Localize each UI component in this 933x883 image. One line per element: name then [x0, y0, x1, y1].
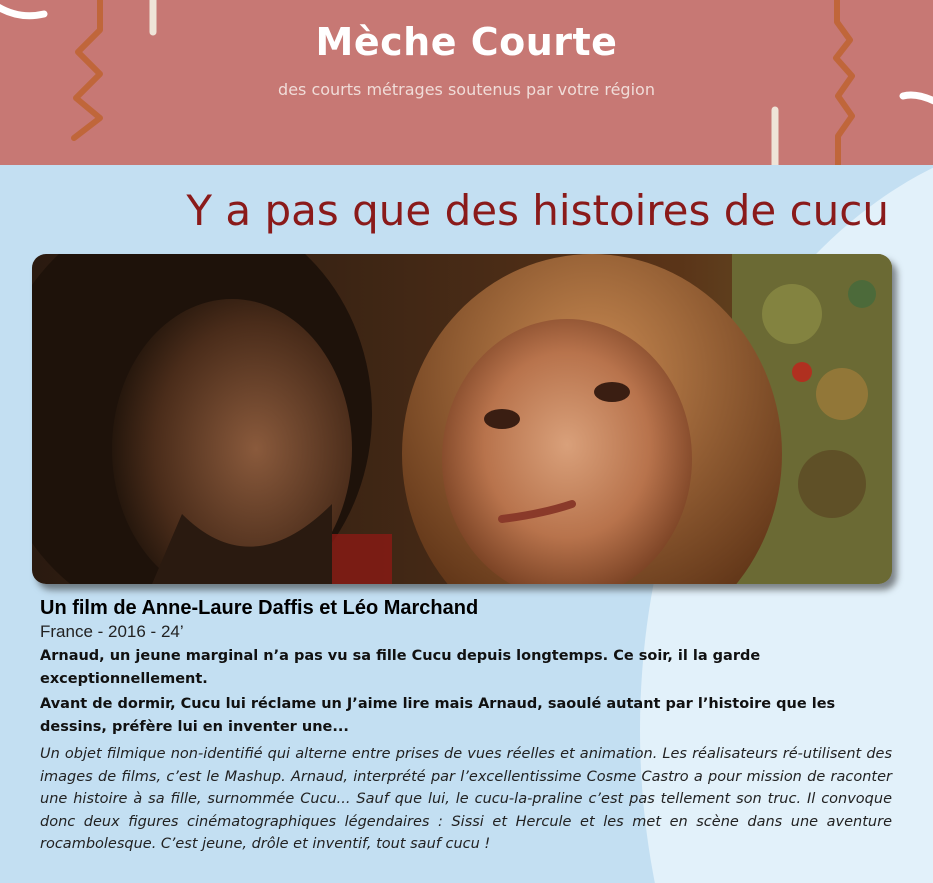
site-header [0, 0, 933, 165]
film-still-image [32, 254, 892, 584]
synopsis-paragraph: Avant de dormir, Cucu lui réclame un J’aime lire mais Arnaud, saoulé autant par l’histoire que les dessins, préfère lui en inventer une... [40, 696, 836, 735]
film-directors: Un film de Anne-Laure Daffis et Léo Marchand [40, 597, 479, 619]
film-review: Un objet filmique non-identifié qui alterne entre prises de vues réelles et animation. Les réalisateurs ré-utilisent des images de films, c’est le Mashup. Arnaud, interprété par l’excellentissime Cosme Castro a pour mission de raconter une histoire à sa fille, surnommée Cucu... Sauf que lui, le cucu-la-praline c’est pas tellement son truc. Il convoque donc deux figures cinématographiques légendaires : Sissi et Hercule et les met en scène dans une aventure rocambolesque. C’est jeune, drôle et inventif, tout sauf cucu ! [40, 746, 892, 852]
film-synopsis [40, 645, 900, 739]
site-title: Mèche Courte [315, 20, 618, 64]
film-meta: France - 2016 - 24’ [40, 622, 184, 641]
film-title: Y a pas que des histoires de cucu [186, 186, 889, 235]
synopsis-paragraph: Arnaud, un jeune marginal n’a pas vu sa fille Cucu depuis longtemps. Ce soir, il la garde exceptionnellement. [40, 648, 761, 687]
film-credits [40, 595, 900, 856]
site-tagline: des courts métrages soutenus par votre région [278, 80, 655, 99]
film-still-illustration [32, 254, 892, 584]
